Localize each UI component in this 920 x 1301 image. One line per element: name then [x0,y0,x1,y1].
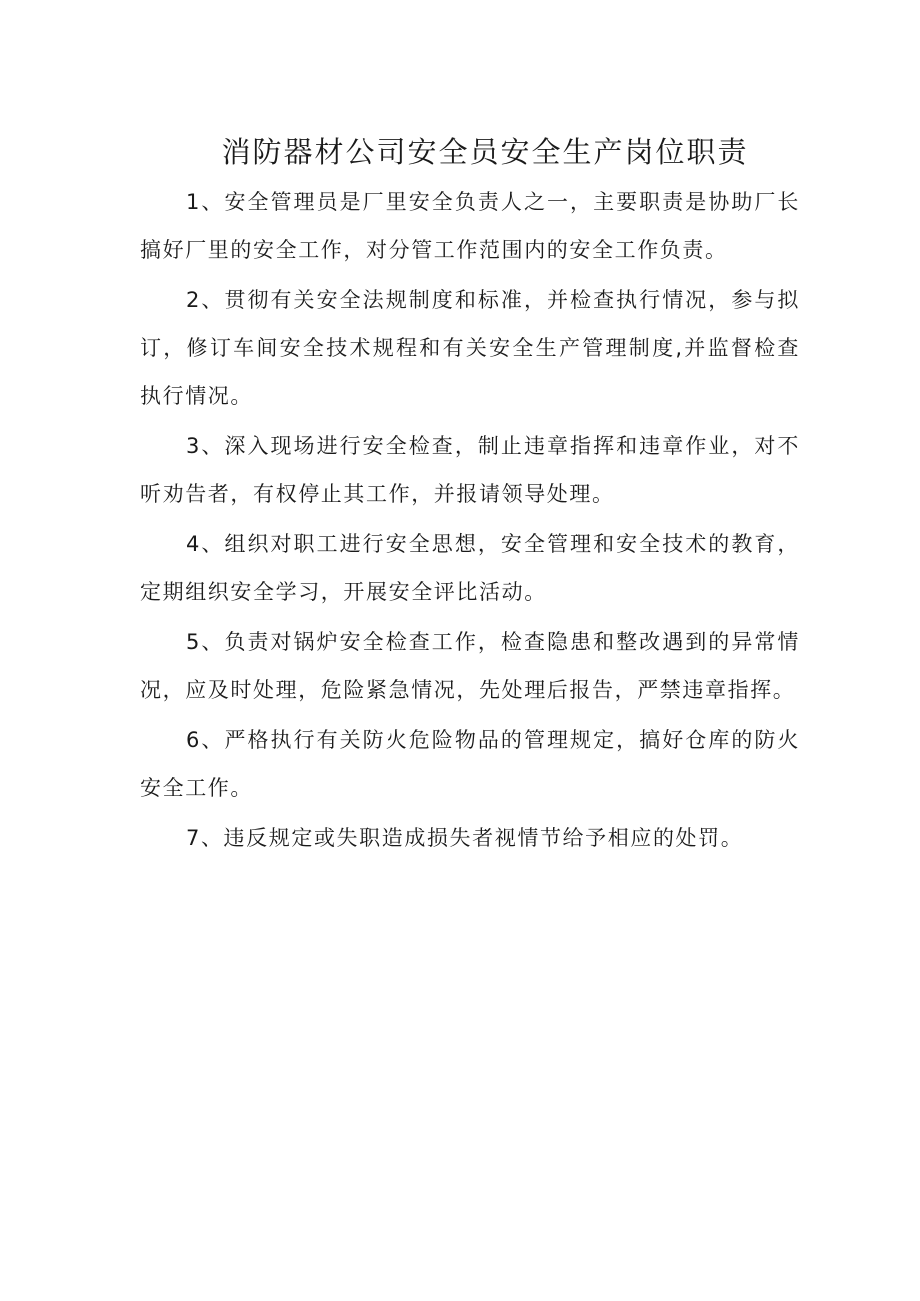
paragraph-4: 4、组织对职工进行安全思想，安全管理和安全技术的教育，定期组织安全学习，开展安全评比活动。 [140,532,800,604]
paragraph-5: 5、负责对锅炉安全检查工作，检查隐患和整改遇到的异常情况，应及时处理，危险紧急情况，先处理后报告，严禁违章指挥。 [140,630,800,702]
paragraph-2: 2、贯彻有关安全法规制度和标准，并检查执行情况，参与拟订，修订车间安全技术规程和有关安全生产管理制度,并监督检查执行情况。 [140,288,800,408]
document-title: 消防器材公司安全员安全生产岗位职责 [221,135,749,169]
paragraph-6: 6、严格执行有关防火危险物品的管理规定，搞好仓库的防火安全工作。 [140,728,800,800]
document-body [140,178,800,864]
paragraph-7: 7、违反规定或失职造成损失者视情节给予相应的处罚。 [186,826,744,850]
paragraph-1: 1、安全管理员是厂里安全负责人之一，主要职责是协助厂长搞好厂里的安全工作，对分管工作范围内的安全工作负责。 [140,190,800,262]
paragraph-3: 3、深入现场进行安全检查，制止违章指挥和违章作业，对不听劝告者，有权停止其工作，并报请领导处理。 [140,434,800,506]
